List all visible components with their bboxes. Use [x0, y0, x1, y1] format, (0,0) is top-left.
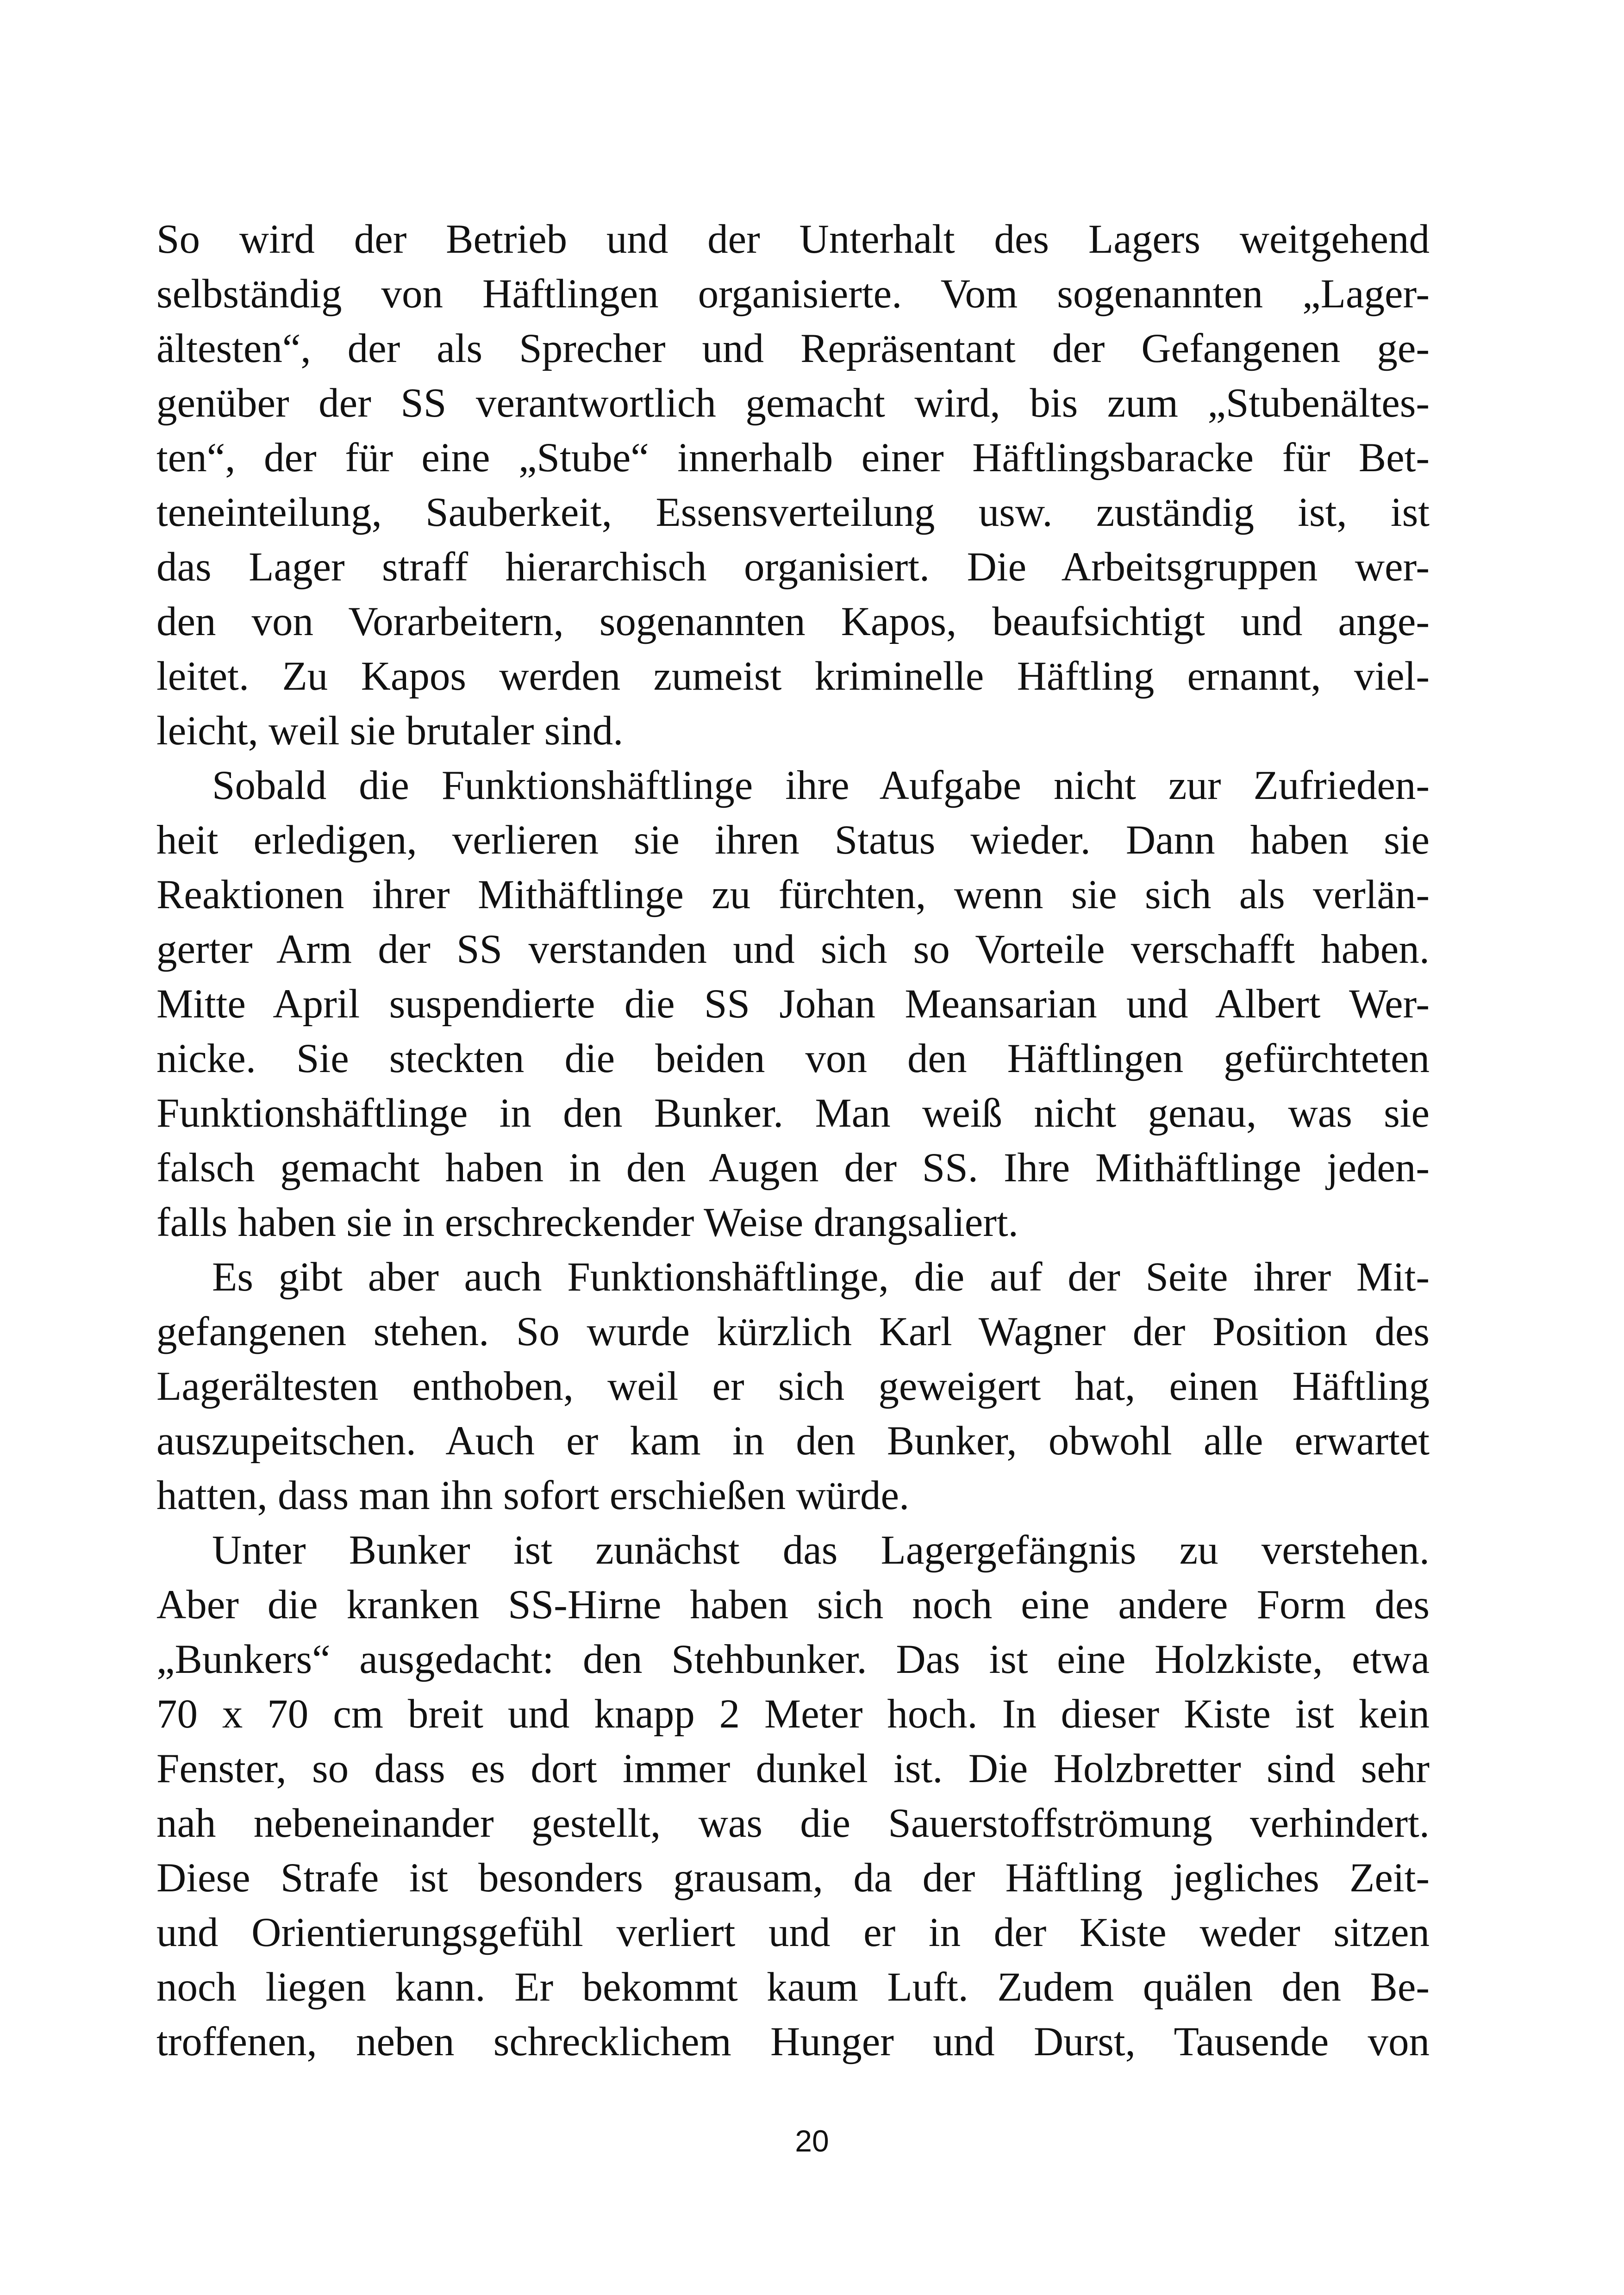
text-line: heit erledigen, verlieren sie ihren Status wieder. Dann haben sie: [156, 817, 1430, 863]
text-line: „Bunkers“ ausgedacht: den Stehbunker. Das ist eine Holzkiste, etwa: [156, 1637, 1430, 1682]
paragraph: [156, 212, 1430, 758]
text-line: Lagerältesten enthoben, weil er sich geweigert hat, einen Häftling: [156, 1364, 1430, 1409]
text-line: leitet. Zu Kapos werden zumeist kriminelle Häftling ernannt, viel-: [156, 654, 1430, 699]
text-line: und Orientierungsgefühl verliert und er in der Kiste weder sitzen: [156, 1910, 1430, 1955]
text-line: auszupeitschen. Auch er kam in den Bunker, obwohl alle erwartet: [156, 1418, 1430, 1464]
paragraph: [156, 758, 1430, 1250]
text-line: ältesten“, der als Sprecher und Repräsentant der Gefangenen ge-: [156, 326, 1430, 371]
text-line: genüber der SS verantwortlich gemacht wird, bis zum „Stubenältes-: [156, 380, 1430, 426]
text-line: Reaktionen ihrer Mithäftlinge zu fürchten, wenn sie sich als verlän-: [156, 872, 1430, 917]
text-line: Mitte April suspendierte die SS Johan Meansarian und Albert Wer-: [156, 981, 1430, 1027]
text-line: gefangenen stehen. So wurde kürzlich Karl Wagner der Position des: [156, 1309, 1430, 1354]
text-line: den von Vorarbeitern, sogenannten Kapos, beaufsichtigt und ange-: [156, 599, 1430, 644]
page-number: 20: [795, 2124, 829, 2158]
text-line: Aber die kranken SS-Hirne haben sich noch eine andere Form des: [156, 1582, 1430, 1628]
text-line: noch liegen kann. Er bekommt kaum Luft. Zudem quälen den Be-: [156, 1964, 1430, 2010]
text-line: nah nebeneinander gestellt, was die Sauerstoffströmung verhindert.: [156, 1801, 1430, 1846]
text-line: falls haben sie in erschreckender Weise drangsaliert.: [156, 1200, 1018, 1245]
text-line: selbständig von Häftlingen organisierte. Vom sogenannten „Lager-: [156, 271, 1430, 317]
text-line: troffenen, neben schrecklichem Hunger und Durst, Tausende von: [156, 2019, 1430, 2064]
paragraph: [156, 1523, 1430, 2069]
text-line: Es gibt aber auch Funktionshäftlinge, die auf der Seite ihrer Mit-: [212, 1254, 1430, 1300]
text-line: nicke. Sie steckten die beiden von den Häftlingen gefürchteten: [156, 1036, 1430, 1081]
text-line: falsch gemacht haben in den Augen der SS. Ihre Mithäftlinge jeden-: [156, 1145, 1430, 1191]
text-line: 70 x 70 cm breit und knapp 2 Meter hoch. In dieser Kiste ist kein: [156, 1691, 1430, 1737]
body-text: [156, 212, 1430, 2069]
paragraph: [156, 1250, 1430, 1523]
text-line: Funktionshäftlinge in den Bunker. Man weiß nicht genau, was sie: [156, 1091, 1430, 1136]
text-line: Sobald die Funktionshäftlinge ihre Aufgabe nicht zur Zufrieden-: [212, 763, 1430, 808]
text-line: ten“, der für eine „Stube“ innerhalb einer Häftlingsbaracke für Bet-: [156, 435, 1430, 480]
text-line: Diese Strafe ist besonders grausam, da der Häftling jegliches Zeit-: [156, 1855, 1430, 1901]
text-line: leicht, weil sie brutaler sind.: [156, 708, 624, 754]
text-line: hatten, dass man ihn sofort erschießen würde.: [156, 1473, 910, 1518]
text-line: So wird der Betrieb und der Unterhalt des Lagers weitgehend: [156, 217, 1430, 262]
text-line: Fenster, so dass es dort immer dunkel ist. Die Holzbretter sind sehr: [156, 1746, 1430, 1791]
text-line: Unter Bunker ist zunächst das Lagergefängnis zu verstehen.: [212, 1528, 1430, 1573]
text-line: gerter Arm der SS verstanden und sich so Vorteile verschafft haben.: [156, 927, 1430, 972]
text-line: teneinteilung, Sauberkeit, Essensverteilung usw. zuständig ist, ist: [156, 490, 1430, 535]
text-line: das Lager straff hierarchisch organisiert. Die Arbeitsgruppen wer-: [156, 544, 1430, 590]
